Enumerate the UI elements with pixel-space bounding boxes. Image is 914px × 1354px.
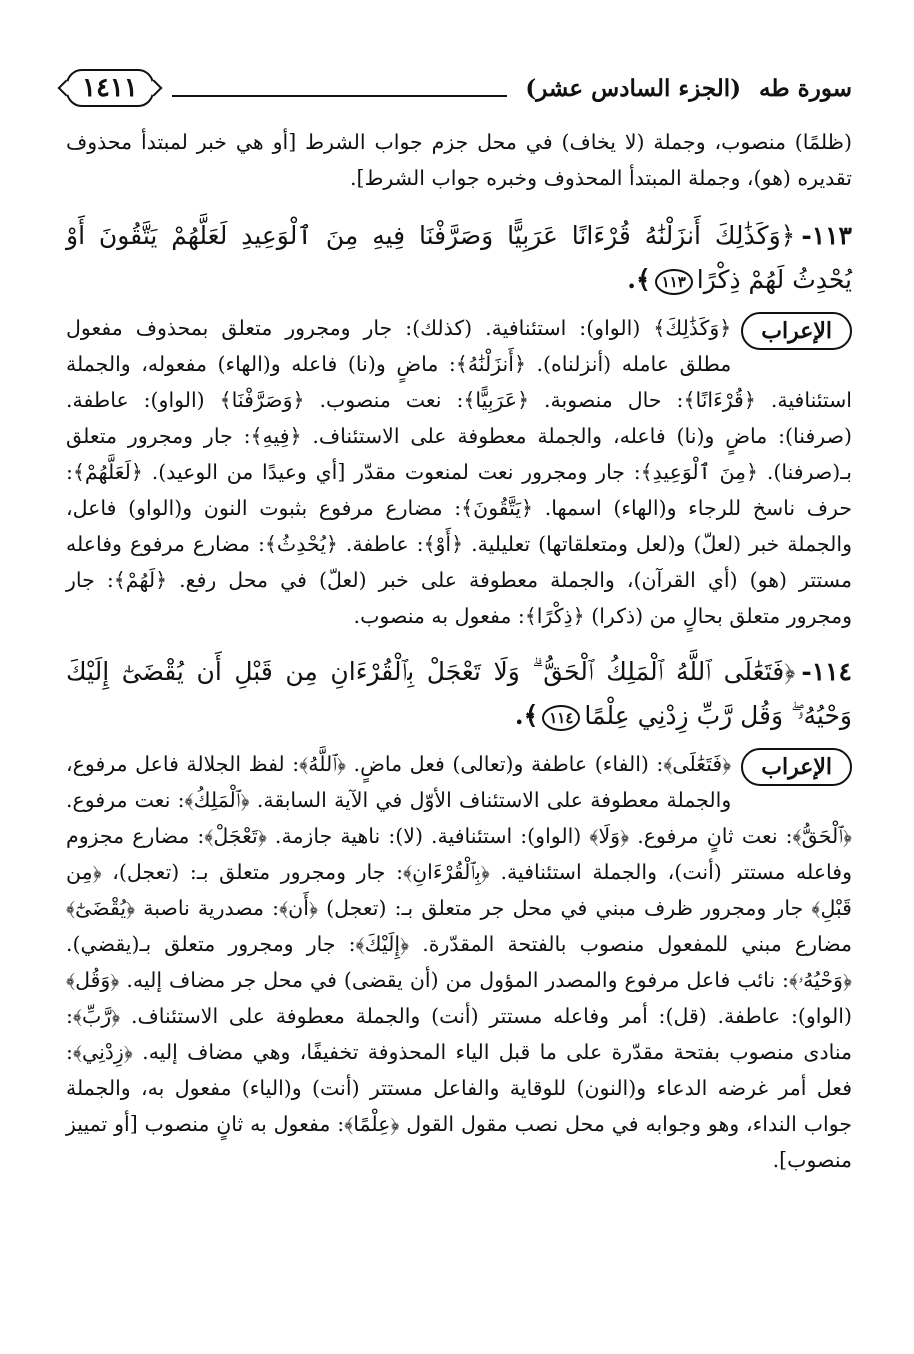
ayah-number-mark: ١١٤ xyxy=(542,705,580,731)
irab-label: الإعراب xyxy=(741,748,852,786)
header-rule xyxy=(172,95,507,97)
verse-114 xyxy=(66,650,852,738)
surah-title: سورة طه xyxy=(759,74,852,102)
irab-text: ﴿وَكَذَٰلِكَ﴾ (الواو): استئنافية. (كذلك): جار ومجرور متعلق بمحذوف مفعول مطلق عامله (أنزلناه). ﴿أَنزَلْنَٰهُ﴾: ماضٍ و(نا) فاعله و(الهاء) مفعوله، والجملة استئنافية. ﴿قُرْءَانًا﴾: حال منصوبة. ﴿عَرَبِيًّا﴾: نعت منصوب. ﴿وَصَرَّفْنَا﴾ (الواو): عاطفة. (صرفنا): ماضٍ و(نا) فاعله، والجملة معطوفة على الاستئناف. ﴿فِيهِ﴾: جار ومجرور متعلق بـ(صرفنا). ﴿مِنَ ٱلْوَعِيدِ﴾: جار ومجرور نعت لمنعوت مقدّر [أي وعيدًا من الوعيد). ﴿لَعَلَّهُمْ﴾: حرف ناسخ للرجاء و(الهاء) اسمها. ﴿يَتَّقُونَ﴾: مضارع مرفوع بثبوت النون و(الواو) فاعل، والجملة خبر (لعلّ) و(لعل ومتعلقاتها) تعليلية. ﴿أَوْ﴾: عاطفة. ﴿يُحْدِثُ﴾: مضارع مرفوع وفاعله مستتر (هو) (أي القرآن)، والجملة معطوفة على خبر (لعلّ) في محل رفع. ﴿لَهُمْ﴾: جار ومجرور متعلق بحالٍ من (ذكرا) ﴿ذِكْرًا﴾: مفعول به منصوب. xyxy=(66,316,852,628)
verse-number: ١١٣- xyxy=(801,221,852,250)
verse-close: ﴾. xyxy=(627,265,651,294)
intro-paragraph: (ظلمًا) منصوب، وجملة (لا يخاف) في محل جزم جواب الشرط [أو هي خبر لمبتدأ محذوف تقديره (هو)، وجملة المبتدأ المحذوف وخبره جواب الشرط]. xyxy=(66,130,852,190)
irab-section-114 xyxy=(66,746,852,1178)
irab-text: ﴿فَتَعَٰلَى﴾: (الفاء) عاطفة و(تعالى) فعل ماضٍ. ﴿ٱللَّهُ﴾: لفظ الجلالة فاعل مرفوع، والجملة معطوفة على الاستئناف الأوّل في الآية السابقة. ﴿ٱلْمَلِكُ﴾: نعت مرفوع. ﴿ٱلْحَقُّ﴾: نعت ثانٍ مرفوع. ﴿وَلَا﴾ (الواو): استئنافية. (لا): ناهية جازمة. ﴿تَعْجَلْ﴾: مضارع مجزوم وفاعله مستتر (أنت)، والجملة استئنافية. ﴿بِٱلْقُرْءَانِ﴾: جار ومجرور متعلق بـ: (تعجل)، ﴿مِن قَبْلِ﴾ جار ومجرور ظرف مبني في محل جر متعلق بـ: (تعجل) ﴿أَن﴾: مصدرية ناصبة ﴿يُقْضَىٰٓ﴾ مضارع مبني للمفعول منصوب بالفتحة المقدّرة. ﴿إِلَيْكَ﴾: جار ومجرور متعلق بـ(يقضي). ﴿وَحْيُهُۥ﴾: نائب فاعل مرفوع والمصدر المؤول من (أن يقضى) في محل جر مضاف إليه. ﴿وَقُل﴾ (الواو): عاطفة. (قل): أمر وفاعله مستتر (أنت) والجملة معطوفة على الاستئناف. ﴿رَّبِّ﴾: منادى منصوب بفتحة مقدّرة على ما قبل الياء المحذوفة تخفيفًا، وهي مضاف إليه. ﴿زِدْنِي﴾: فعل أمر غرضه الدعاء و(النون) للوقاية والفاعل مستتر (أنت) و(الياء) مفعول به، والجملة جواب النداء، وهو وجوابه في محل نصب مقول القول ﴿عِلْمًا﴾: مفعول به ثانٍ منصوب [أو تمييز منصوب]. xyxy=(66,752,852,1172)
verse-113 xyxy=(66,214,852,302)
juz-title: (الجزء السادس عشر) xyxy=(525,74,742,102)
irab-label: الإعراب xyxy=(741,312,852,350)
verse-number: ١١٤- xyxy=(801,657,852,686)
irab-section-113 xyxy=(66,310,852,634)
verse-text: ﴿وَكَذَٰلِكَ أَنزَلْنَٰهُ قُرْءَانًا عَرَبِيًّا وَصَرَّفْنَا فِيهِ مِنَ ٱلْوَعِيدِ لَعَلَّهُمْ يَتَّقُونَ أَوْ يُحْدِثُ لَهُمْ ذِكْرًا xyxy=(66,221,852,294)
verse-text: ﴿فَتَعَٰلَى ٱللَّهُ ٱلْمَلِكُ ٱلْحَقُّ ۗ وَلَا تَعْجَلْ بِٱلْقُرْءَانِ مِن قَبْلِ أَن يُقْضَىٰٓ إِلَيْكَ وَحْيُهُۥ ۖ وَقُل رَّبِّ زِدْنِي عِلْمًا xyxy=(66,657,852,730)
running-head xyxy=(525,75,852,102)
page-number: ١٤١١ xyxy=(66,69,154,107)
verse-close: ﴾. xyxy=(514,701,539,730)
page-header xyxy=(66,58,852,118)
ayah-number-mark: ١١٣ xyxy=(655,269,693,295)
